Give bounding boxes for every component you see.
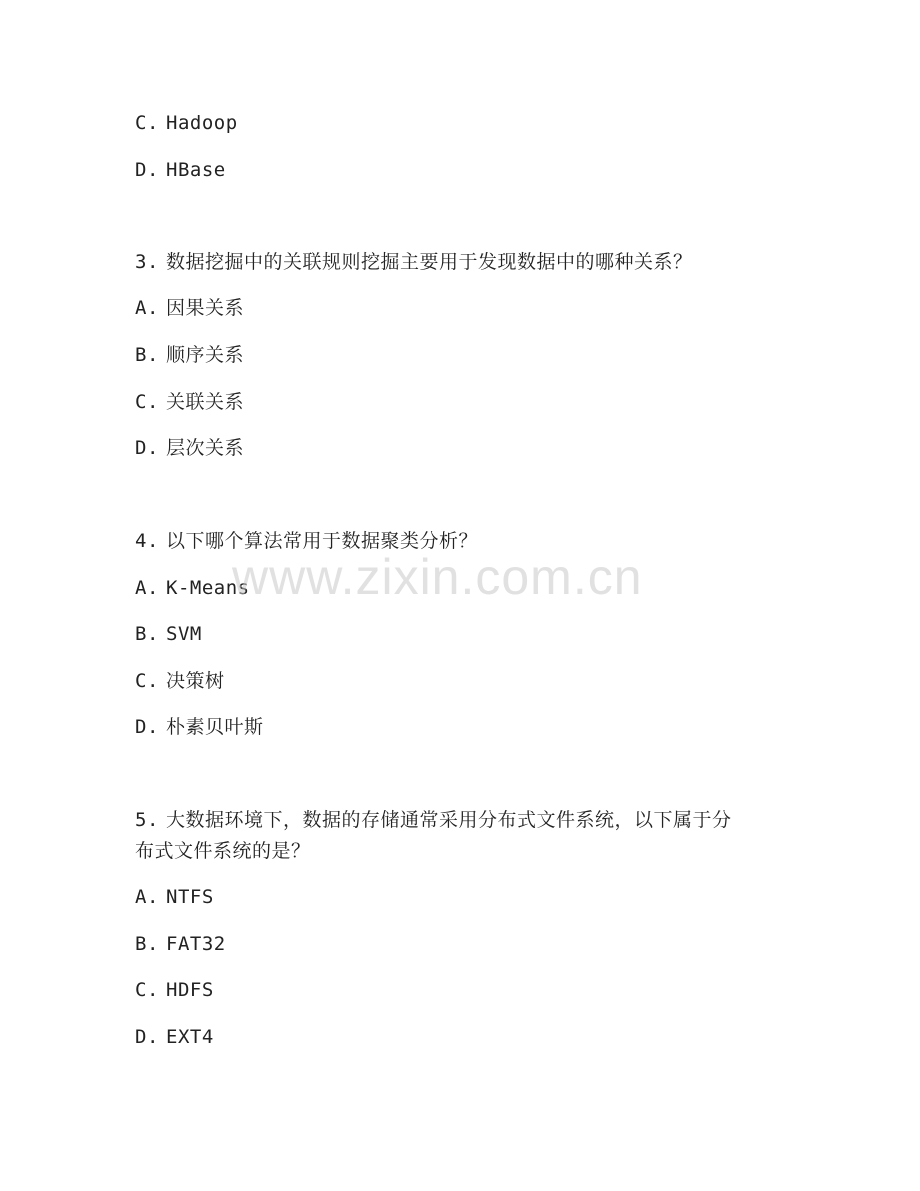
option-text: HBase (166, 159, 226, 181)
option-letter: B. (135, 623, 159, 645)
option-text: EXT4 (166, 1026, 214, 1048)
option-letter: A. (135, 297, 159, 319)
question-text: 数据挖掘中的关联规则挖掘主要用于发现数据中的哪种关系？ (166, 251, 693, 273)
option-d (135, 158, 226, 182)
option-b (135, 343, 244, 367)
option-text: 朴素贝叶斯 (166, 716, 264, 738)
option-letter: A. (135, 577, 159, 599)
option-letter: D. (135, 159, 159, 181)
option-letter: D. (135, 1026, 159, 1048)
option-text: SVM (166, 623, 202, 645)
option-b (135, 932, 226, 956)
option-letter: C. (135, 670, 159, 692)
question-number: 3. (135, 251, 159, 273)
option-text: 关联关系 (166, 391, 245, 413)
question-text-line2: 布式文件系统的是？ (135, 840, 311, 862)
option-text: Hadoop (166, 112, 238, 134)
option-text: NTFS (166, 886, 214, 908)
question-number: 4. (135, 530, 159, 552)
option-text: HDFS (166, 979, 214, 1001)
question-text: 以下哪个算法常用于数据聚类分析？ (166, 530, 479, 552)
question-5 (135, 808, 732, 832)
option-text: K-Means (166, 577, 250, 599)
question-5-continued (135, 839, 311, 863)
question-4 (135, 529, 478, 553)
option-letter: B. (135, 933, 159, 955)
question-text-line1: 大数据环境下，数据的存储通常采用分布式文件系统，以下属于分 (166, 809, 732, 831)
option-letter: D. (135, 437, 159, 459)
option-text: 顺序关系 (166, 344, 245, 366)
question-3 (135, 250, 693, 274)
option-c (135, 390, 244, 414)
option-d (135, 715, 264, 739)
option-d (135, 436, 244, 460)
option-d (135, 1025, 214, 1049)
option-letter: A. (135, 886, 159, 908)
option-letter: D. (135, 716, 159, 738)
option-letter: C. (135, 391, 159, 413)
option-c (135, 111, 238, 135)
option-c (135, 669, 225, 693)
option-text: 因果关系 (166, 297, 245, 319)
question-number: 5. (135, 809, 159, 831)
option-letter: B. (135, 344, 159, 366)
option-b (135, 622, 202, 646)
option-c (135, 978, 214, 1002)
watermark: www.zixin.com.cn (232, 549, 643, 605)
option-a (135, 885, 214, 909)
option-a (135, 576, 250, 600)
option-text: FAT32 (166, 933, 226, 955)
option-text: 决策树 (166, 670, 225, 692)
option-text: 层次关系 (166, 437, 245, 459)
option-letter: C. (135, 112, 159, 134)
option-a (135, 296, 244, 320)
option-letter: C. (135, 979, 159, 1001)
